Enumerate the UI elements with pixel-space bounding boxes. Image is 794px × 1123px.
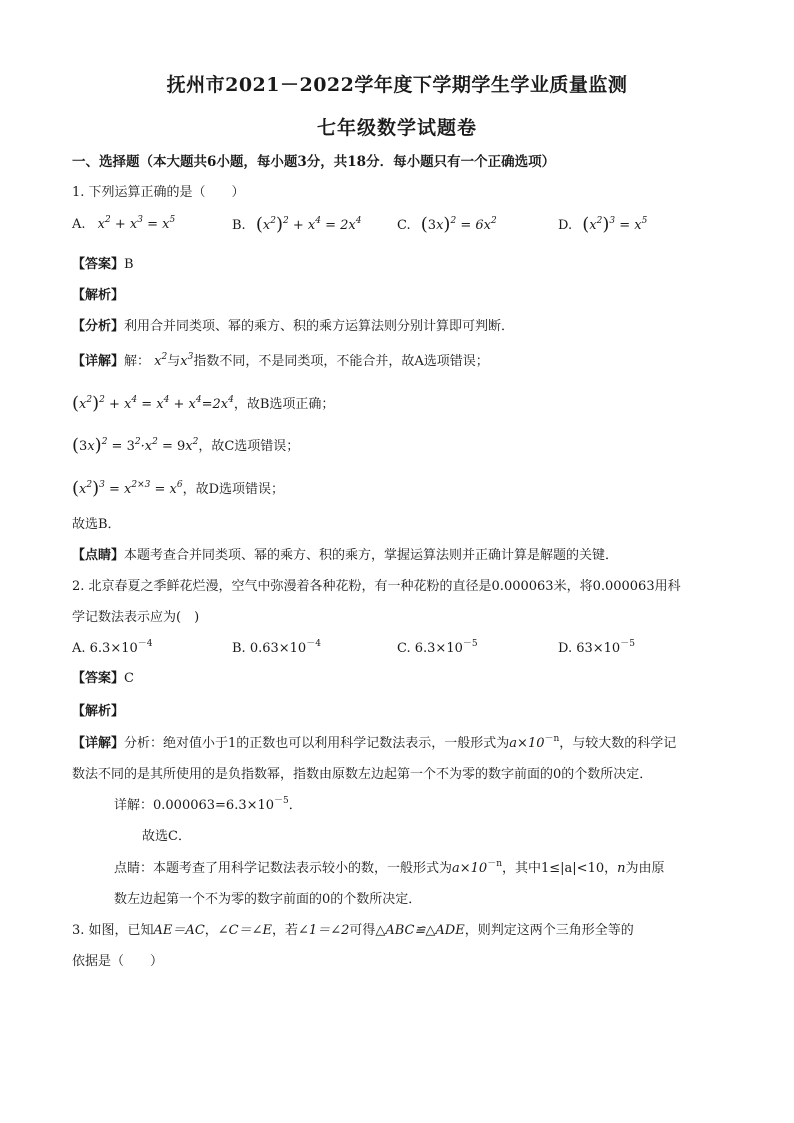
q2-conclusion: 故选C． xyxy=(142,829,191,844)
q1-answer: 【答案】B xyxy=(72,257,134,272)
q2-detail-line3: 详解：$0.000063=6.3\times 10^{-5}$． xyxy=(114,796,302,813)
q2-option-a: A. $6.3\times 10^{-4}$ xyxy=(72,639,153,656)
q3-stem-line2: 依据是（ ） xyxy=(72,954,164,969)
q1-detail-d: $(x^2)^3 = x^{2\times 3} = x^6$，故D选项错误； xyxy=(72,478,285,499)
q1-detail-b: $(x^2)^2 + x^4 = x^4 + x^4=2x^4$，故B选项正确； xyxy=(72,393,335,414)
q1-option-a: A. $x^2 + x^3 = x^5$ xyxy=(72,215,176,232)
q2-option-d: D. $63\times 10^{-5}$ xyxy=(558,639,635,656)
exam-subtitle: 七年级数学试题卷 xyxy=(316,117,477,139)
q1-option-c: C. $(3x)^2 = 6x^2$ xyxy=(397,214,497,235)
q1-analysis-tag: 【解析】 xyxy=(72,288,125,303)
q2-stem-line2: 学记数法表示应为( ) xyxy=(72,610,200,625)
q2-stem-line1: 2. 北京春夏之季鲜花烂漫，空气中弥漫着各种花粉，有一种花粉的直径是0.000063米，将0.000063用科 xyxy=(72,579,681,594)
q2-dianjing-line1: 点睛：本题考查了用科学记数法表示较小的数，一般形式为$a\times 10^{-n}$，其中1≤|a|<10，n为由原 xyxy=(114,859,665,876)
q1-option-d: D. $(x^2)^3 = x^5$ xyxy=(558,214,648,235)
q2-option-b: B. $0.63\times 10^{-4}$ xyxy=(232,639,321,656)
exam-title: 抚州市2021－2022学年度下学期学生学业质量监测 xyxy=(166,74,628,96)
q2-option-c: C. $6.3\times 10^{-5}$ xyxy=(397,639,478,656)
q2-analysis-tag: 【解析】 xyxy=(72,704,125,719)
q1-detail-a: 【详解】解： $x^2$与$x^3$指数不同，不是同类项，不能合并，故A选项错误； xyxy=(72,352,489,369)
q2-answer: 【答案】C xyxy=(72,671,134,686)
q1-conclusion: 故选B． xyxy=(72,517,121,532)
q1-option-d-formula: $(x^2)^3 = x^5$ xyxy=(582,214,648,235)
q1-option-c-formula: $(3x)^2 = 6x^2$ xyxy=(420,214,497,235)
q1-stem: 1. 下列运算正确的是（ ） xyxy=(72,185,245,200)
q1-detail-c: $(3x)^2 = 3^2\cdot x^2 = 9x^2$，故C选项错误； xyxy=(72,435,300,456)
q2-dianjing-line2: 数左边起第一个不为零的数字前面的0的个数所决定． xyxy=(114,892,422,907)
section-heading: 一、选择题（本大题共6小题，每小题3分，共18分．每小题只有一个正确选项） xyxy=(72,154,556,170)
q3-stem-line1: 3. 如图，已知AE＝AC，∠C＝∠E，若∠1＝∠2可得△ABC≌△ADE，则判定这两个三角形全等的 xyxy=(72,923,634,938)
q2-detail-line2: 数法不同的是其所使用的是负指数幂，指数由原数左边起第一个不为零的数字前面的0的个数所决定． xyxy=(72,767,653,782)
q1-option-a-formula: $x^2 + x^3 = x^5$ xyxy=(97,215,176,232)
q1-option-b-formula: $(x^2)^2 + x^4 = 2x^4$ xyxy=(255,214,362,235)
q1-dianjing: 【点睛】本题考查合并同类项、幂的乘方、积的乘方，掌握运算法则并正确计算是解题的关键． xyxy=(72,548,619,563)
q2-detail-line1: 【详解】分析：绝对值小于1的正数也可以利用科学记数法表示，一般形式为$a\times 10^{-n}$，与较大数的科学记 xyxy=(72,734,677,751)
q1-fenxi: 【分析】利用合并同类项、幂的乘方、积的乘方运算法则分别计算即可判断． xyxy=(72,319,515,334)
q1-option-b: B. $(x^2)^2 + x^4 = 2x^4$ xyxy=(232,214,362,235)
